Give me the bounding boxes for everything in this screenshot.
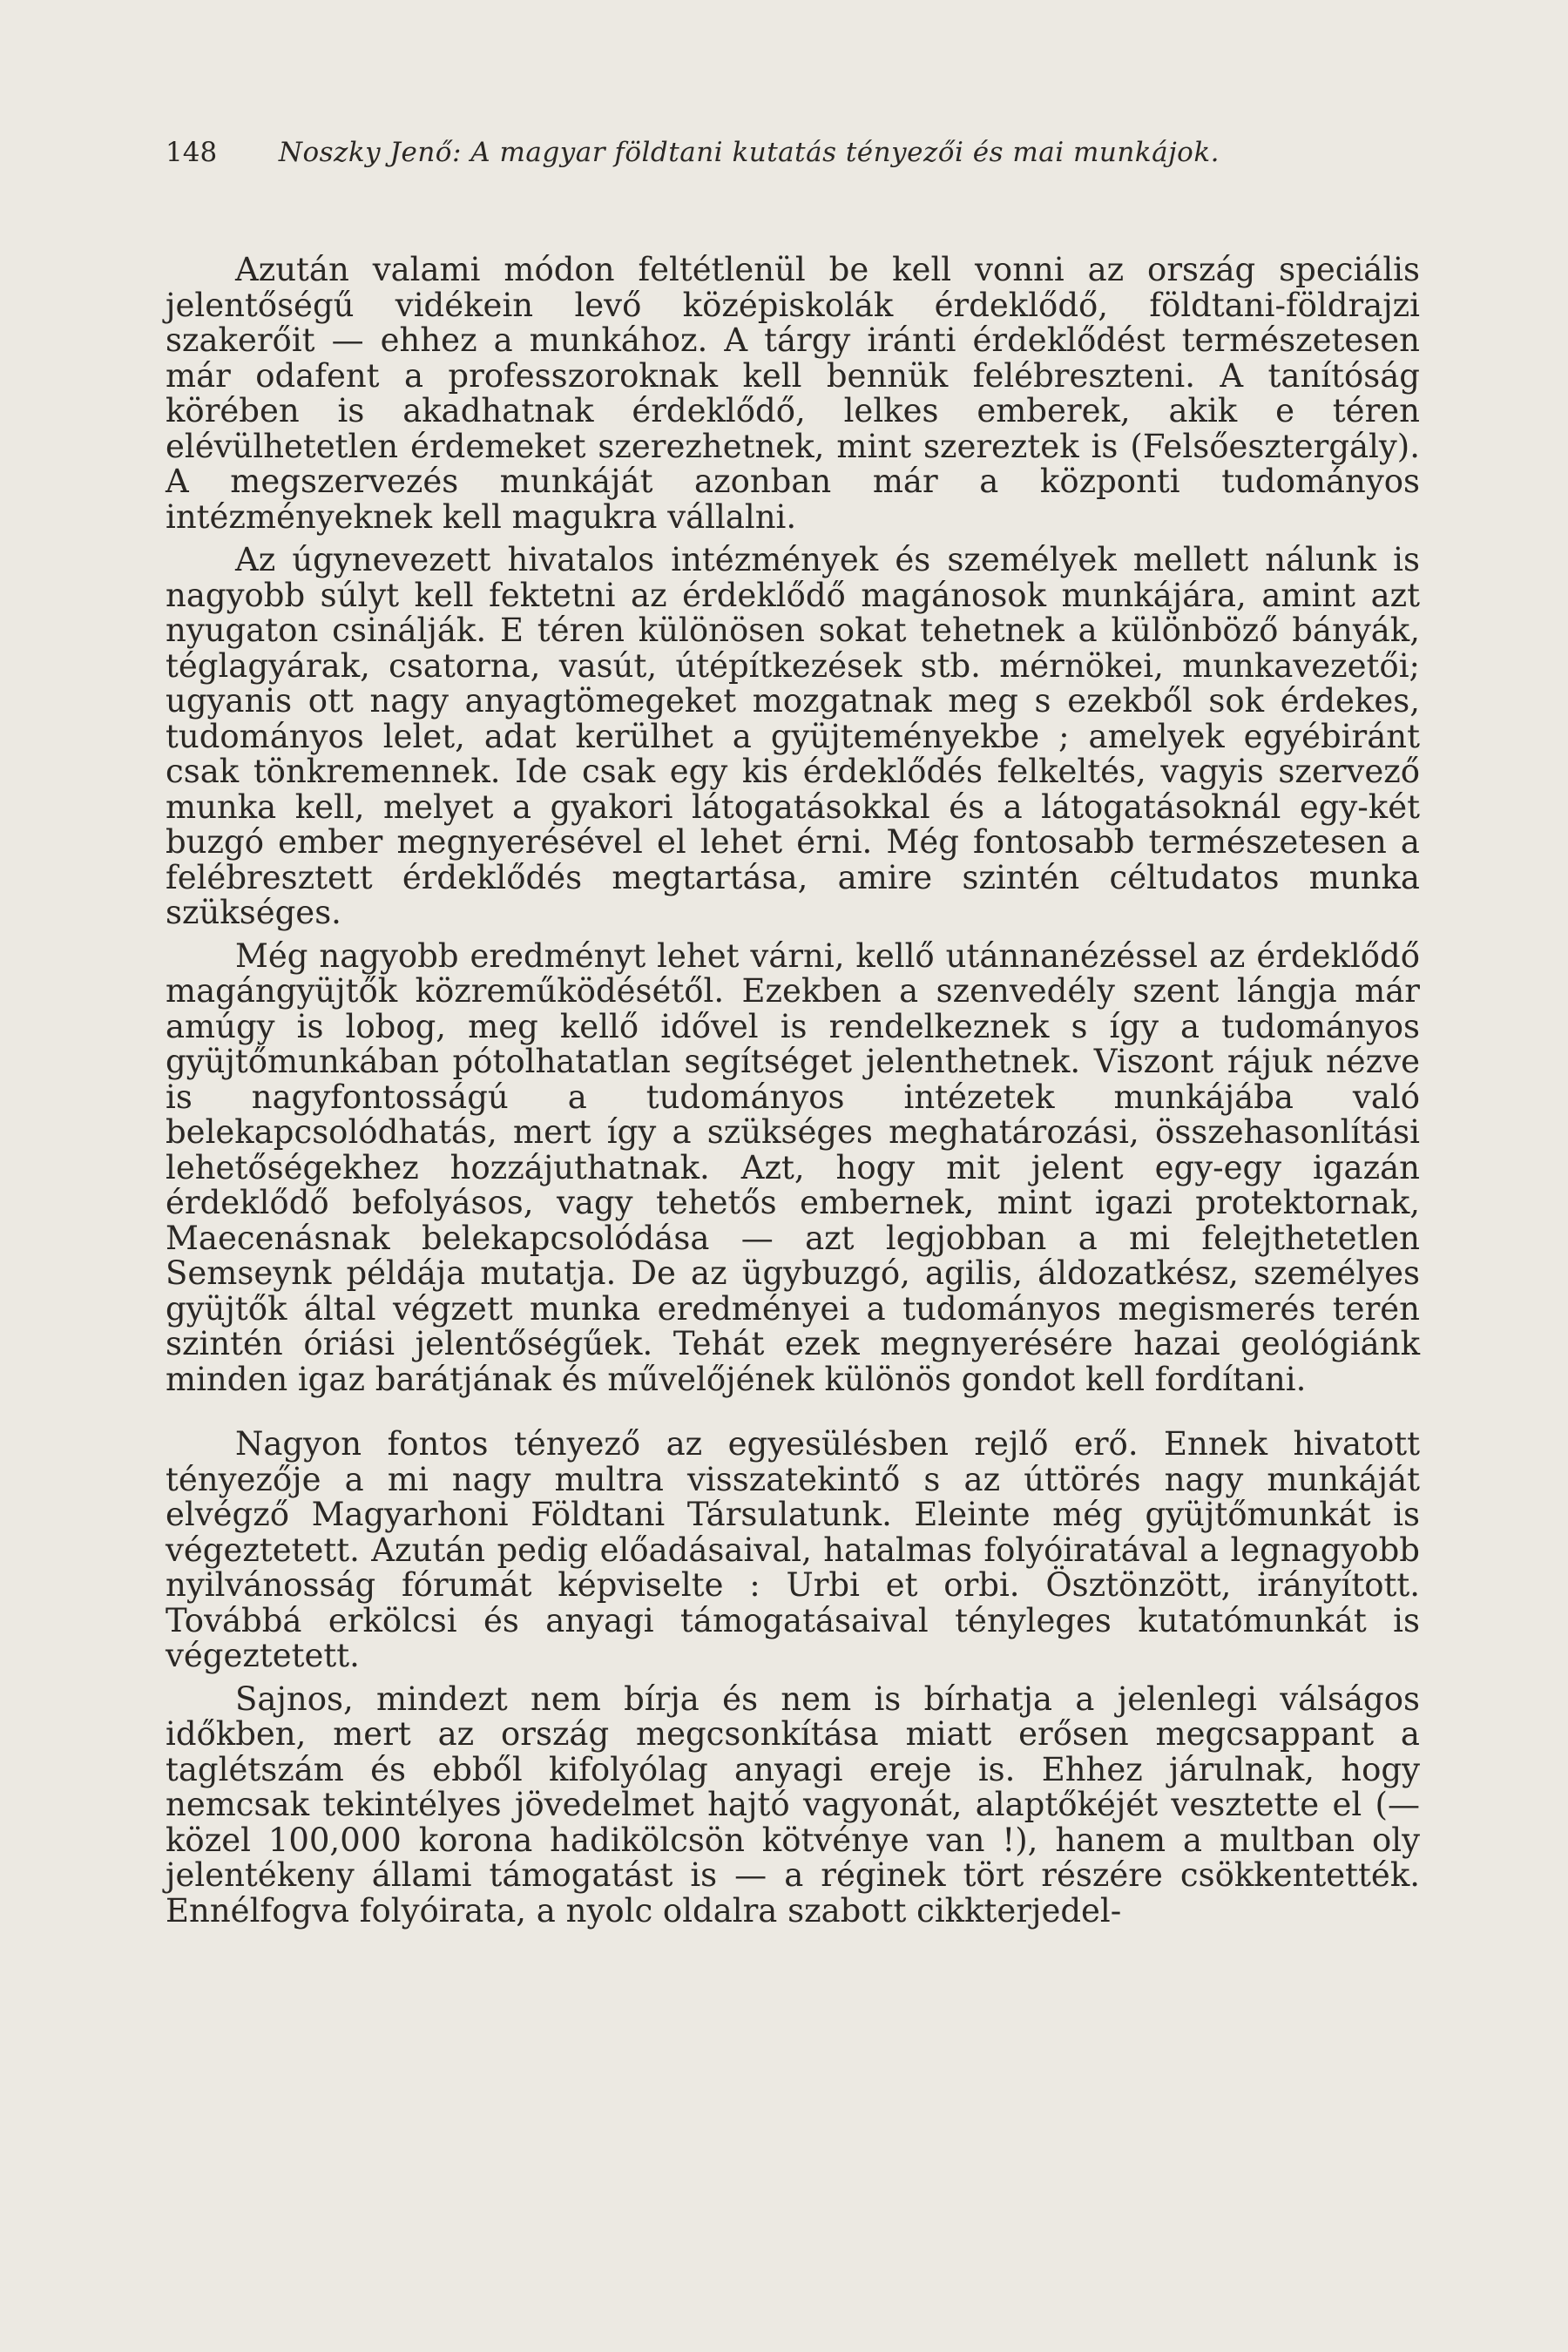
page-header [166, 131, 1420, 174]
paragraph-2: Az úgynevezett hivatalos intézmények és személyek mellett nálunk is nagyobb súlyt kell fektetni az érdeklődő magánosok munkájára, amint azt nyugaton csinálják. E téren különösen sokat tehetnek a különböző bányák, téglagyárak, csatorna, vasút, útépítkezések stb. mérnökei, munkavezetői; ugyanis ott nagy anyagtömegeket mozgatnak meg s ezekből sok érdekes, tudományos lelet, adat kerülhet a gyüjteményekbe ; amelyek egyébiránt csak tönkremennek. Ide csak egy kis érdeklődés felkeltés, vagyis szervező munka kell, melyet a gyakori látogatásokkal és a látogatásoknál egy-két buzgó ember megnyerésével el lehet érni. Még fontosabb természetesen a felébresztett érdeklődés megtartása, amire szintén céltudatos munka szükséges. [166, 541, 1420, 931]
paragraph-4: Nagyon fontos tényező az egyesülésben rejlő erő. Ennek hivatott tényezője a mi nagy multra visszatekintő s az úttörés nagy munkáját elvégző Magyarhoni Földtani Társulatunk. Eleinte még gyüjtőmunkát is végeztetett. Azután pedig előadásaival, hatalmas folyóiratával a legnagyobb nyilvánosság fórumát képviselte : Urbi et orbi. Ösztönzött, irányított. Továbbá erkölcsi és anyagi támogatásaival tényleges kutatómunkát is végeztetett. [166, 1425, 1420, 1674]
running-title: Noszky Jenő: A magyar földtani kutatás tényezői és mai munkájok. [278, 137, 1220, 168]
page-number: 148 [166, 137, 218, 168]
paragraph-3: Még nagyobb eredményt lehet várni, kellő utánnanézéssel az érdeklődő magángyüjtők közreműködésétől. Ezekben a szenvedély szent lángja már amúgy is lobog, meg kellő idővel is rendelkeznek s így a tudományos gyüjtőmunkában pótolhatatlan segítséget jelenthetnek. Viszont rájuk nézve is nagyfontosságú a tudományos intézetek munkájába való belekapcsolódhatás, mert így a szükséges meghatározási, összehasonlítási lehetőségekhez hozzájuthatnak. Azt, hogy mit jelent egy-egy igazán érdeklődő befolyásos, vagy tehetős embernek, mint igazi protektornak, Maecenásnak belekapcsolódása — azt legjobban a mi felejthetetlen Semseynk példája mutatja. De az ügybuzgó, agilis, áldozatkész, személyes gyüjtők által végzett munka eredményei a tudományos megismerés terén szintén óriási jelentőségűek. Tehát ezek megnyerésére hazai geológiánk minden igaz barátjának és művelőjének különös gondot kell fordítani. [166, 936, 1420, 1398]
body-text [166, 253, 1420, 1936]
paragraph-1: Azután valami módon feltétlenül be kell vonni az ország speciális jelentőségű vidékein levő középiskolák érdeklődő, földtani-földrajzi szakerőit — ehhez a munkához. A tárgy iránti érdeklődést természetesen már odafent a professzoroknak kell bennük felébreszteni. A tanítóság körében is akadhatnak érdeklődő, lelkes emberek, akik e téren elévülhetetlen érdemeket szerezhetnek, mint szereztek is (Felsőesztergály). A megszervezés munkáját azonban már a központi tudományos intézményeknek kell magukra vállalni. [166, 251, 1420, 536]
paragraph-5: Sajnos, mindezt nem bírja és nem is bírhatja a jelenlegi válságos időkben, mert az ország megcsonkítása miatt erősen megcsappant a taglétszám és ebből kifolyólag anyagi ereje is. Ehhez járulnak, hogy nemcsak tekintélyes jövedelmet hajtó vagyonát, alaptőkéjét vesztette el (— közel 100,000 korona hadikölcsön kötvénye van !), hanem a multban oly jelentékeny állami támogatást is — a réginek tört részére csökkentették. Ennélfogva folyóirata, a nyolc oldalra szabott cikkterjedel- [166, 1680, 1420, 1930]
